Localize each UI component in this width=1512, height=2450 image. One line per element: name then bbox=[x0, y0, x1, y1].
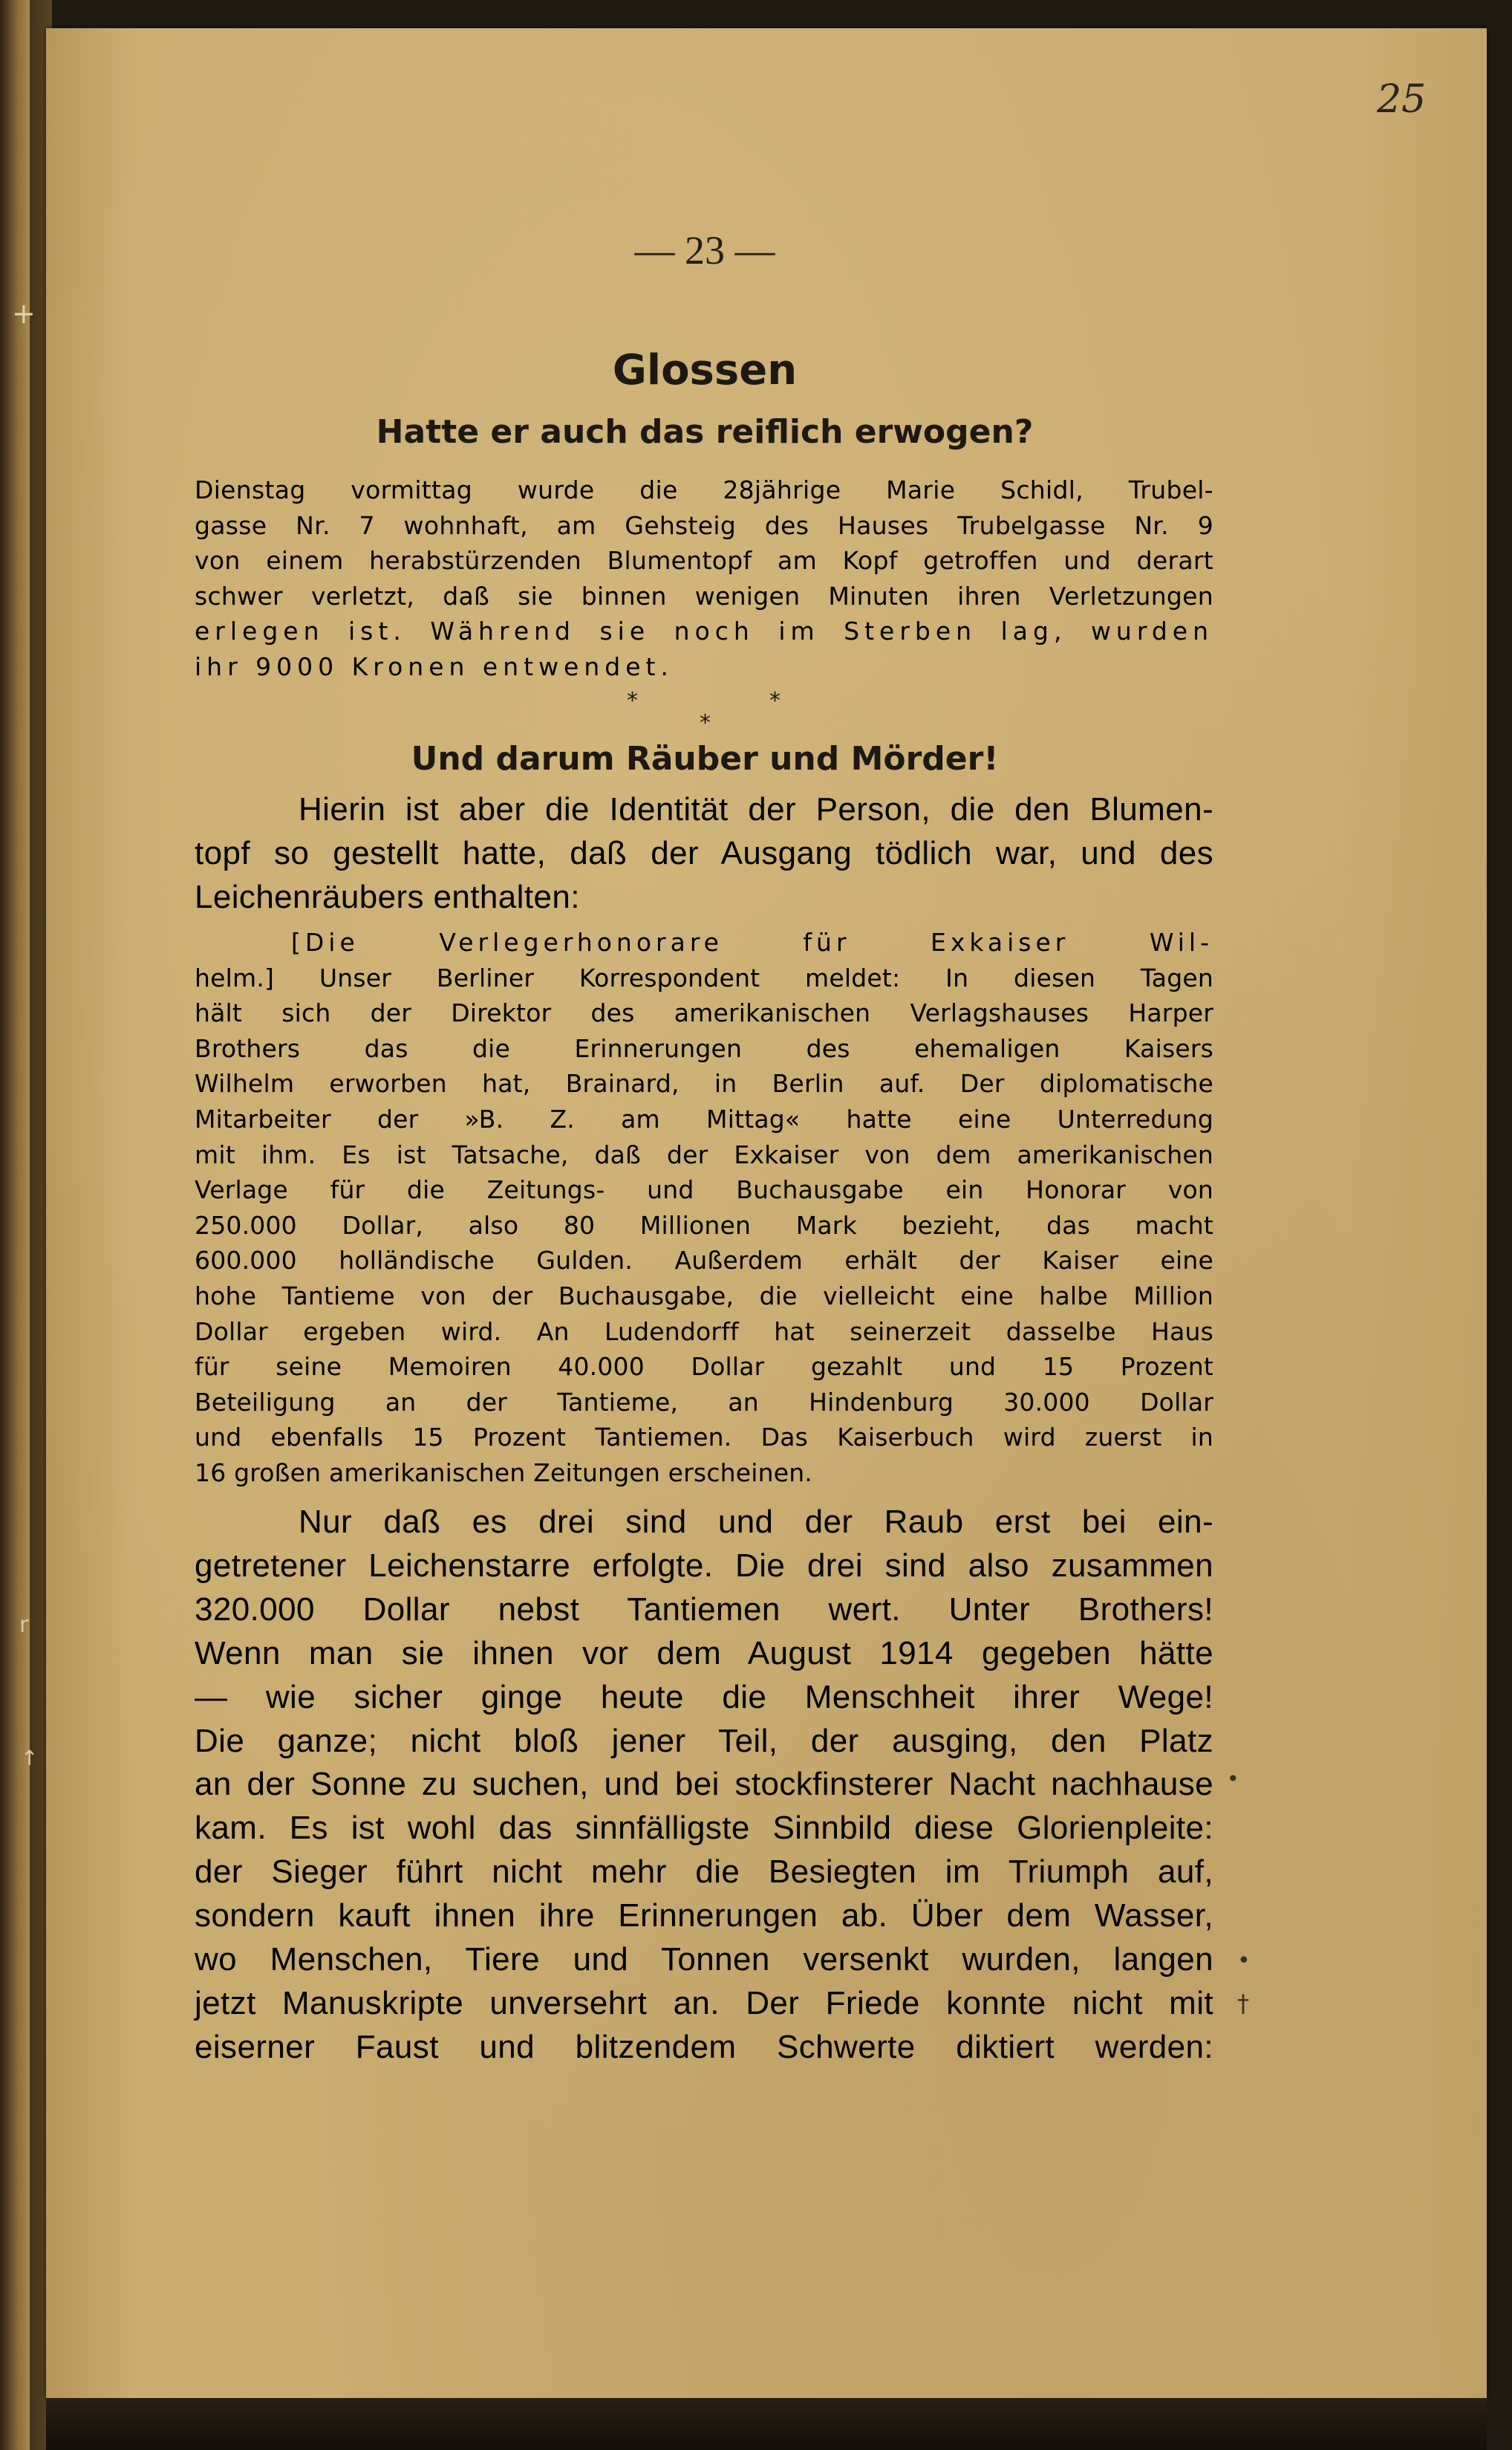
text-line: sondern kauft ihnen ihre Erinnerungen ab. Über dem Wasser, bbox=[195, 1897, 1213, 1934]
margin-mark: • bbox=[1237, 1948, 1251, 1974]
text-line: 320.000 Dollar nebst Tantiemen wert. Unter Brothers! bbox=[195, 1590, 1213, 1628]
article-2-headline: Und darum Räuber und Mörder! bbox=[411, 740, 999, 778]
section-title: Glossen bbox=[612, 346, 798, 394]
asterisk: * bbox=[627, 688, 638, 714]
text-line: Beteiligung an der Tantieme, an Hindenburg 30.000 Dollar bbox=[195, 1387, 1213, 1417]
page-sheet bbox=[46, 28, 1487, 2398]
text-line: — wie sicher ginge heute die Menschheit ihrer Wege! bbox=[195, 1678, 1213, 1715]
text-line: helm.] Unser Berliner Korrespondent meldet: In diesen Tagen bbox=[195, 963, 1213, 992]
text-line: kam. Es ist wohl das sinnfälligste Sinnbild diese Glorienpleite: bbox=[195, 1810, 1213, 1847]
text-line-spaced: ihr 9000 Kronen entwendet. bbox=[195, 652, 674, 681]
asterism-divider bbox=[610, 688, 789, 736]
text-line: von einem herabstürzenden Blumentopf am Kopf getroffen und derart bbox=[195, 546, 1213, 575]
page-number: — 23 — bbox=[634, 228, 775, 273]
text-line: Wenn man sie ihnen vor dem August 1914 gegeben hätte bbox=[195, 1634, 1213, 1671]
text-line: 16 großen amerikanischen Zeitungen erscheinen. bbox=[195, 1458, 813, 1487]
quoted-news-item bbox=[195, 925, 1213, 1491]
text-line: eiserner Faust und blitzendem Schwerte diktiert werden: bbox=[195, 2028, 1213, 2065]
text-line: Dienstag vormittag wurde die 28jährige Marie Schidl, Trubel- bbox=[195, 475, 1213, 504]
text-line: mit ihm. Es ist Tatsache, daß der Exkaiser von dem amerikanischen bbox=[195, 1140, 1213, 1169]
asterisk: * bbox=[769, 688, 781, 714]
article-1-headline: Hatte er auch das reiflich erwogen? bbox=[376, 413, 1034, 451]
text-line: 600.000 holländische Gulden. Außerdem erhält der Kaiser eine bbox=[195, 1246, 1213, 1276]
page-bottom-shadow bbox=[46, 2398, 1487, 2450]
text-line: Nur daß es drei sind und der Raub erst bei ein- bbox=[299, 1504, 1213, 1540]
text-line: hohe Tantieme von der Buchausgabe, die vielleicht eine halbe Million bbox=[195, 1281, 1213, 1310]
text-line: Brothers das die Erinnerungen des ehemaligen Kaisers bbox=[195, 1033, 1213, 1063]
binding-mark: ↑ bbox=[21, 1746, 39, 1770]
text-line: wo Menschen, Tiere und Tonnen versenkt wurden, langen bbox=[195, 1941, 1213, 1978]
text-line: Wilhelm erworben hat, Brainard, in Berlin auf. Der diplomatische bbox=[195, 1069, 1213, 1099]
handwritten-folio-number: 25 bbox=[1377, 77, 1427, 122]
text-line: Leichenräubers enthalten: bbox=[195, 879, 580, 915]
text-line: gasse Nr. 7 wohnhaft, am Gehsteig des Hauses Trubelgasse Nr. 9 bbox=[195, 510, 1213, 540]
text-line: 250.000 Dollar, also 80 Millionen Mark bezieht, das macht bbox=[195, 1210, 1213, 1240]
text-line: topf so gestellt hatte, daß der Ausgang tödlich war, und des bbox=[195, 835, 1213, 871]
text-line: an der Sonne zu suchen, und bei stockfinsterer Nacht nachhause bbox=[195, 1766, 1213, 1803]
binding-mark: r bbox=[19, 1612, 29, 1638]
left-page-edge bbox=[0, 0, 30, 2450]
article-2-intro-paragraph bbox=[195, 787, 1213, 919]
margin-mark: • bbox=[1227, 1767, 1239, 1791]
asterisk: * bbox=[700, 710, 711, 736]
article-2-closing-paragraph bbox=[195, 1501, 1213, 2070]
text-line-spaced: [Die Verlegerhonorare für Exkaiser Wil- bbox=[291, 928, 1213, 957]
article-1-news-item bbox=[195, 472, 1213, 684]
text-line: jetzt Manuskripte unversehrt an. Der Friede konnte nicht mit bbox=[195, 1984, 1213, 2021]
text-line: der Sieger führt nicht mehr die Besiegten im Triumph auf, bbox=[195, 1853, 1213, 1891]
text-line-spaced: erlegen ist. Während sie noch im Sterben lag, wurden bbox=[195, 617, 1213, 646]
text-line: Hierin ist aber die Identität der Person, die den Blumen- bbox=[299, 791, 1213, 828]
text-line: Die ganze; nicht bloß jener Teil, der ausging, den Platz bbox=[195, 1722, 1213, 1759]
text-line: hält sich der Direktor des amerikanischen Verlagshauses Harper bbox=[195, 998, 1213, 1028]
text-line: schwer verletzt, daß sie binnen wenigen Minuten ihren Verletzungen bbox=[195, 581, 1213, 611]
binding-mark: + bbox=[12, 297, 36, 330]
text-line: und ebenfalls 15 Prozent Tantiemen. Das Kaiserbuch wird zuerst in bbox=[195, 1423, 1213, 1452]
text-line: Dollar ergeben wird. An Ludendorff hat seinerzeit dasselbe Haus bbox=[195, 1316, 1213, 1346]
text-line: Verlage für die Zeitungs- und Buchausgabe ein Honorar von bbox=[195, 1175, 1213, 1205]
text-line: für seine Memoiren 40.000 Dollar gezahlt und 15 Prozent bbox=[195, 1352, 1213, 1382]
text-line: Mitarbeiter der »B. Z. am Mittag« hatte eine Unterredung bbox=[195, 1104, 1213, 1134]
text-line: getretener Leichenstarre erfolgte. Die drei sind also zusammen bbox=[195, 1547, 1213, 1584]
margin-mark: † bbox=[1237, 1989, 1249, 2018]
